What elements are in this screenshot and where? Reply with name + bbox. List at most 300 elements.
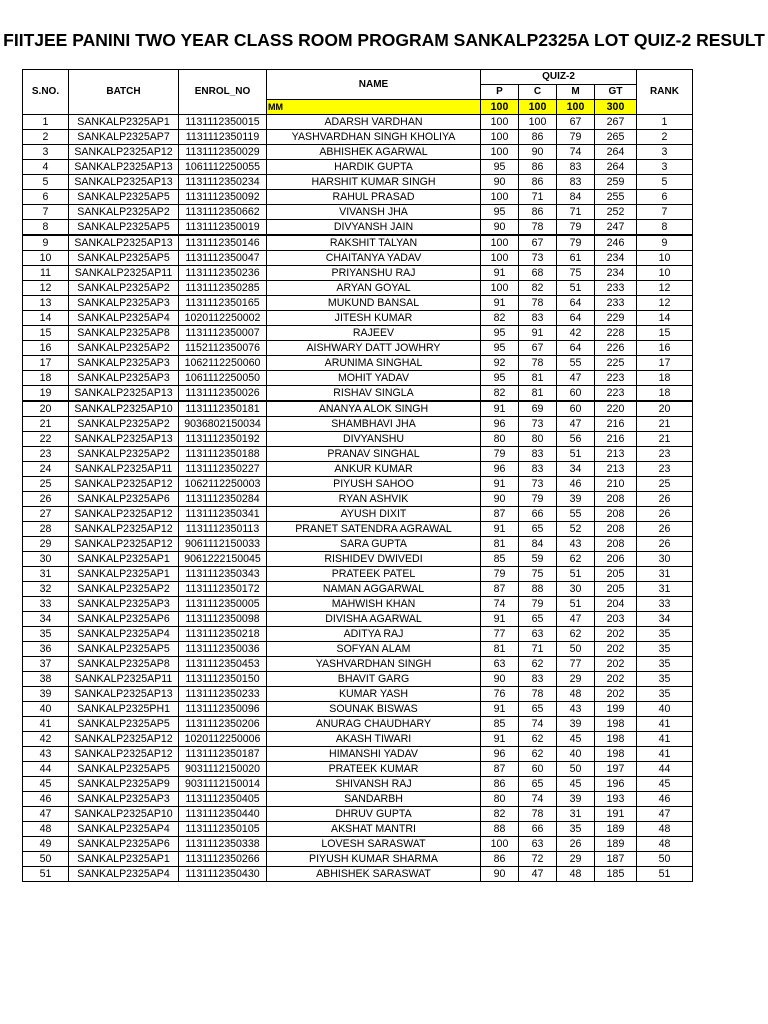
cell-gt: 246 (595, 235, 637, 251)
cell-c: 72 (519, 852, 557, 867)
cell-sno: 47 (23, 807, 69, 822)
cell-gt: 267 (595, 115, 637, 130)
cell-p: 95 (481, 341, 519, 356)
cell-p: 85 (481, 552, 519, 567)
cell-m: 77 (557, 657, 595, 672)
table-row (23, 190, 693, 205)
cell-c: 66 (519, 507, 557, 522)
table-row (23, 447, 693, 462)
cell-rank: 26 (637, 522, 693, 537)
cell-sno: 33 (23, 597, 69, 612)
cell-batch: SANKALP2325AP7 (69, 130, 179, 145)
cell-name: ADITYA RAJ (267, 627, 481, 642)
table-row (23, 762, 693, 777)
cell-batch: SANKALP2325AP8 (69, 326, 179, 341)
cell-rank: 25 (637, 477, 693, 492)
cell-enrol: 1131112350092 (179, 190, 267, 205)
table-row (23, 235, 693, 251)
cell-p: 91 (481, 732, 519, 747)
cell-name: ARYAN GOYAL (267, 281, 481, 296)
cell-sno: 6 (23, 190, 69, 205)
cell-rank: 31 (637, 567, 693, 582)
cell-c: 78 (519, 687, 557, 702)
col-header-batch: BATCH (69, 70, 179, 115)
cell-gt: 196 (595, 777, 637, 792)
cell-p: 95 (481, 205, 519, 220)
cell-c: 67 (519, 235, 557, 251)
cell-m: 39 (557, 717, 595, 732)
cell-name: HARDIK GUPTA (267, 160, 481, 175)
cell-enrol: 9061112150033 (179, 537, 267, 552)
cell-batch: SANKALP2325AP3 (69, 597, 179, 612)
cell-gt: 202 (595, 672, 637, 687)
cell-enrol: 9031112150014 (179, 777, 267, 792)
cell-sno: 40 (23, 702, 69, 717)
cell-m: 48 (557, 687, 595, 702)
cell-c: 65 (519, 612, 557, 627)
cell-m: 43 (557, 702, 595, 717)
cell-c: 86 (519, 130, 557, 145)
cell-p: 91 (481, 401, 519, 417)
cell-c: 65 (519, 777, 557, 792)
cell-c: 71 (519, 190, 557, 205)
cell-p: 95 (481, 326, 519, 341)
cell-p: 100 (481, 130, 519, 145)
cell-c: 66 (519, 822, 557, 837)
cell-name: AISHWARY DATT JOWHRY (267, 341, 481, 356)
cell-c: 83 (519, 447, 557, 462)
table-row (23, 220, 693, 236)
table-row (23, 822, 693, 837)
cell-batch: SANKALP2325AP13 (69, 235, 179, 251)
cell-enrol: 1131112350206 (179, 717, 267, 732)
table-row (23, 251, 693, 266)
cell-c: 82 (519, 281, 557, 296)
cell-p: 96 (481, 747, 519, 762)
cell-gt: 225 (595, 356, 637, 371)
cell-p: 100 (481, 235, 519, 251)
cell-rank: 12 (637, 296, 693, 311)
cell-enrol: 1131112350096 (179, 702, 267, 717)
cell-enrol: 1131112350187 (179, 747, 267, 762)
cell-sno: 15 (23, 326, 69, 341)
cell-name: PRATEEK PATEL (267, 567, 481, 582)
table-row (23, 837, 693, 852)
cell-m: 84 (557, 190, 595, 205)
cell-sno: 25 (23, 477, 69, 492)
cell-sno: 30 (23, 552, 69, 567)
cell-p: 90 (481, 175, 519, 190)
cell-p: 81 (481, 537, 519, 552)
cell-batch: SANKALP2325AP6 (69, 492, 179, 507)
cell-gt: 208 (595, 492, 637, 507)
cell-enrol: 1131112350341 (179, 507, 267, 522)
cell-sno: 9 (23, 235, 69, 251)
cell-p: 82 (481, 386, 519, 402)
cell-name: PIYUSH KUMAR SHARMA (267, 852, 481, 867)
cell-sno: 19 (23, 386, 69, 402)
cell-c: 74 (519, 792, 557, 807)
cell-batch: SANKALP2325AP12 (69, 145, 179, 160)
cell-name: DIVISHA AGARWAL (267, 612, 481, 627)
cell-enrol: 1131112350165 (179, 296, 267, 311)
cell-rank: 14 (637, 311, 693, 326)
cell-enrol: 1152112350076 (179, 341, 267, 356)
cell-m: 67 (557, 115, 595, 130)
cell-rank: 50 (637, 852, 693, 867)
cell-gt: 259 (595, 175, 637, 190)
cell-sno: 23 (23, 447, 69, 462)
cell-rank: 47 (637, 807, 693, 822)
cell-sno: 48 (23, 822, 69, 837)
cell-c: 86 (519, 160, 557, 175)
cell-p: 63 (481, 657, 519, 672)
cell-gt: 202 (595, 642, 637, 657)
table-row (23, 612, 693, 627)
cell-c: 60 (519, 762, 557, 777)
cell-name: PRANAV SINGHAL (267, 447, 481, 462)
cell-name: DIVYANSHU (267, 432, 481, 447)
cell-m: 60 (557, 401, 595, 417)
cell-gt: 198 (595, 717, 637, 732)
table-row (23, 702, 693, 717)
cell-p: 90 (481, 867, 519, 882)
cell-name: SANDARBH (267, 792, 481, 807)
cell-m: 61 (557, 251, 595, 266)
cell-sno: 10 (23, 251, 69, 266)
cell-rank: 26 (637, 492, 693, 507)
cell-c: 83 (519, 672, 557, 687)
cell-rank: 35 (637, 672, 693, 687)
cell-gt: 255 (595, 190, 637, 205)
table-row (23, 687, 693, 702)
table-row (23, 296, 693, 311)
cell-batch: SANKALP2325AP13 (69, 160, 179, 175)
cell-batch: SANKALP2325AP13 (69, 175, 179, 190)
cell-p: 77 (481, 627, 519, 642)
max-marks-gt: 300 (595, 100, 637, 115)
table-row (23, 747, 693, 762)
cell-m: 62 (557, 627, 595, 642)
cell-sno: 51 (23, 867, 69, 882)
cell-rank: 26 (637, 507, 693, 522)
cell-enrol: 1131112350338 (179, 837, 267, 852)
cell-name: YASHVARDHAN SINGH (267, 657, 481, 672)
cell-p: 87 (481, 507, 519, 522)
cell-batch: SANKALP2325AP9 (69, 777, 179, 792)
cell-rank: 34 (637, 612, 693, 627)
cell-batch: SANKALP2325AP1 (69, 552, 179, 567)
cell-c: 78 (519, 807, 557, 822)
cell-name: AKSHAT MANTRI (267, 822, 481, 837)
cell-sno: 7 (23, 205, 69, 220)
cell-name: SHIVANSH RAJ (267, 777, 481, 792)
cell-p: 90 (481, 492, 519, 507)
cell-p: 91 (481, 702, 519, 717)
cell-p: 87 (481, 582, 519, 597)
cell-enrol: 1131112350019 (179, 220, 267, 236)
cell-batch: SANKALP2325AP12 (69, 522, 179, 537)
cell-batch: SANKALP2325AP4 (69, 822, 179, 837)
cell-gt: 226 (595, 341, 637, 356)
cell-enrol: 1131112350181 (179, 401, 267, 417)
cell-batch: SANKALP2325AP3 (69, 356, 179, 371)
cell-p: 81 (481, 642, 519, 657)
cell-rank: 7 (637, 205, 693, 220)
cell-name: CHAITANYA YADAV (267, 251, 481, 266)
col-header-m: M (557, 85, 595, 100)
cell-gt: 205 (595, 567, 637, 582)
cell-gt: 223 (595, 386, 637, 402)
cell-rank: 41 (637, 717, 693, 732)
cell-enrol: 1131112350188 (179, 447, 267, 462)
cell-gt: 208 (595, 507, 637, 522)
cell-rank: 21 (637, 432, 693, 447)
cell-m: 43 (557, 537, 595, 552)
cell-batch: SANKALP2325AP1 (69, 115, 179, 130)
cell-enrol: 1131112350234 (179, 175, 267, 190)
cell-batch: SANKALP2325AP12 (69, 477, 179, 492)
cell-rank: 48 (637, 837, 693, 852)
cell-enrol: 1131112350285 (179, 281, 267, 296)
cell-sno: 36 (23, 642, 69, 657)
cell-enrol: 1131112350343 (179, 567, 267, 582)
cell-name: RISHIDEV DWIVEDI (267, 552, 481, 567)
cell-enrol: 1131112350453 (179, 657, 267, 672)
table-row (23, 807, 693, 822)
cell-p: 79 (481, 447, 519, 462)
table-row (23, 672, 693, 687)
table-row (23, 326, 693, 341)
cell-c: 68 (519, 266, 557, 281)
table-row (23, 266, 693, 281)
cell-name: RAJEEV (267, 326, 481, 341)
cell-gt: 228 (595, 326, 637, 341)
cell-p: 76 (481, 687, 519, 702)
col-header-quiz: QUIZ-2 (481, 70, 637, 85)
cell-m: 42 (557, 326, 595, 341)
cell-name: LOVESH SARASWAT (267, 837, 481, 852)
cell-p: 90 (481, 220, 519, 236)
cell-rank: 10 (637, 266, 693, 281)
cell-c: 78 (519, 220, 557, 236)
cell-sno: 45 (23, 777, 69, 792)
cell-name: ABHISHEK AGARWAL (267, 145, 481, 160)
cell-gt: 197 (595, 762, 637, 777)
cell-sno: 37 (23, 657, 69, 672)
table-row (23, 657, 693, 672)
cell-enrol: 1131112350236 (179, 266, 267, 281)
cell-p: 100 (481, 145, 519, 160)
cell-name: AYUSH DIXIT (267, 507, 481, 522)
cell-name: ADARSH VARDHAN (267, 115, 481, 130)
cell-rank: 21 (637, 417, 693, 432)
cell-m: 79 (557, 130, 595, 145)
cell-batch: SANKALP2325AP10 (69, 807, 179, 822)
table-row (23, 175, 693, 190)
table-row (23, 145, 693, 160)
cell-batch: SANKALP2325AP12 (69, 732, 179, 747)
cell-batch: SANKALP2325AP12 (69, 537, 179, 552)
cell-c: 83 (519, 311, 557, 326)
cell-m: 51 (557, 567, 595, 582)
cell-c: 62 (519, 657, 557, 672)
cell-c: 65 (519, 702, 557, 717)
cell-rank: 10 (637, 251, 693, 266)
cell-c: 71 (519, 642, 557, 657)
cell-enrol: 9061222150045 (179, 552, 267, 567)
cell-name: KUMAR YASH (267, 687, 481, 702)
cell-sno: 21 (23, 417, 69, 432)
cell-name: MUKUND BANSAL (267, 296, 481, 311)
cell-batch: SANKALP2325AP2 (69, 447, 179, 462)
cell-enrol: 1131112350005 (179, 597, 267, 612)
cell-rank: 35 (637, 657, 693, 672)
max-marks-p: 100 (481, 100, 519, 115)
cell-rank: 26 (637, 537, 693, 552)
cell-sno: 8 (23, 220, 69, 236)
cell-sno: 26 (23, 492, 69, 507)
cell-p: 86 (481, 852, 519, 867)
cell-name: YASHVARDHAN SINGH KHOLIYA (267, 130, 481, 145)
cell-sno: 28 (23, 522, 69, 537)
cell-enrol: 1131112350150 (179, 672, 267, 687)
cell-m: 83 (557, 160, 595, 175)
cell-m: 35 (557, 822, 595, 837)
cell-batch: SANKALP2325AP1 (69, 567, 179, 582)
cell-enrol: 1131112350405 (179, 792, 267, 807)
cell-m: 79 (557, 235, 595, 251)
cell-m: 52 (557, 522, 595, 537)
cell-name: RAHUL PRASAD (267, 190, 481, 205)
cell-sno: 31 (23, 567, 69, 582)
cell-rank: 41 (637, 747, 693, 762)
cell-name: NAMAN AGGARWAL (267, 582, 481, 597)
cell-name: MOHIT YADAV (267, 371, 481, 386)
cell-c: 63 (519, 627, 557, 642)
cell-c: 84 (519, 537, 557, 552)
cell-rank: 41 (637, 732, 693, 747)
cell-sno: 3 (23, 145, 69, 160)
result-rows (23, 115, 693, 882)
cell-batch: SANKALP2325AP4 (69, 311, 179, 326)
table-row (23, 597, 693, 612)
cell-batch: SANKALP2325AP13 (69, 432, 179, 447)
cell-sno: 14 (23, 311, 69, 326)
cell-enrol: 1131112350192 (179, 432, 267, 447)
cell-enrol: 1062112250003 (179, 477, 267, 492)
cell-rank: 20 (637, 401, 693, 417)
table-row (23, 582, 693, 597)
cell-gt: 233 (595, 281, 637, 296)
cell-batch: SANKALP2325AP8 (69, 657, 179, 672)
table-row (23, 507, 693, 522)
cell-rank: 6 (637, 190, 693, 205)
cell-enrol: 1131112350098 (179, 612, 267, 627)
cell-p: 95 (481, 160, 519, 175)
cell-rank: 3 (637, 160, 693, 175)
cell-c: 59 (519, 552, 557, 567)
table-row (23, 432, 693, 447)
cell-gt: 185 (595, 867, 637, 882)
cell-m: 56 (557, 432, 595, 447)
cell-name: PRATEEK KUMAR (267, 762, 481, 777)
cell-sno: 12 (23, 281, 69, 296)
cell-p: 79 (481, 567, 519, 582)
cell-gt: 223 (595, 371, 637, 386)
col-header-c: C (519, 85, 557, 100)
cell-p: 88 (481, 822, 519, 837)
cell-m: 45 (557, 777, 595, 792)
cell-m: 45 (557, 732, 595, 747)
cell-p: 91 (481, 477, 519, 492)
cell-p: 100 (481, 115, 519, 130)
cell-m: 51 (557, 597, 595, 612)
cell-m: 62 (557, 552, 595, 567)
cell-enrol: 1131112350233 (179, 687, 267, 702)
cell-m: 47 (557, 371, 595, 386)
cell-gt: 264 (595, 145, 637, 160)
cell-p: 91 (481, 612, 519, 627)
cell-rank: 12 (637, 281, 693, 296)
cell-sno: 20 (23, 401, 69, 417)
cell-name: ANKUR KUMAR (267, 462, 481, 477)
cell-m: 47 (557, 612, 595, 627)
cell-name: ABHISHEK SARASWAT (267, 867, 481, 882)
col-header-sno: S.NO. (23, 70, 69, 115)
cell-gt: 234 (595, 251, 637, 266)
cell-rank: 1 (637, 115, 693, 130)
cell-c: 90 (519, 145, 557, 160)
cell-c: 78 (519, 296, 557, 311)
cell-gt: 264 (595, 160, 637, 175)
cell-p: 96 (481, 417, 519, 432)
cell-name: SOUNAK BISWAS (267, 702, 481, 717)
table-row (23, 642, 693, 657)
cell-rank: 8 (637, 220, 693, 236)
cell-rank: 44 (637, 762, 693, 777)
cell-name: MAHWISH KHAN (267, 597, 481, 612)
cell-p: 80 (481, 432, 519, 447)
table-row (23, 462, 693, 477)
cell-batch: SANKALP2325AP13 (69, 386, 179, 402)
page-title: FIITJEE PANINI TWO YEAR CLASS ROOM PROGRAM SANKALP2325A LOT QUIZ-2 RESULT (3, 30, 765, 50)
cell-p: 82 (481, 311, 519, 326)
cell-p: 91 (481, 266, 519, 281)
cell-gt: 208 (595, 537, 637, 552)
cell-gt: 202 (595, 657, 637, 672)
cell-gt: 199 (595, 702, 637, 717)
cell-c: 78 (519, 356, 557, 371)
cell-c: 79 (519, 492, 557, 507)
cell-name: ANURAG CHAUDHARY (267, 717, 481, 732)
cell-p: 80 (481, 792, 519, 807)
cell-rank: 33 (637, 597, 693, 612)
table-row (23, 537, 693, 552)
cell-sno: 32 (23, 582, 69, 597)
table-row (23, 311, 693, 326)
cell-name: ANANYA ALOK SINGH (267, 401, 481, 417)
cell-batch: SANKALP2325PH1 (69, 702, 179, 717)
col-header-gt: GT (595, 85, 637, 100)
cell-name: HARSHIT KUMAR SINGH (267, 175, 481, 190)
cell-m: 75 (557, 266, 595, 281)
max-marks-m: 100 (557, 100, 595, 115)
cell-p: 100 (481, 251, 519, 266)
cell-p: 91 (481, 296, 519, 311)
cell-sno: 49 (23, 837, 69, 852)
cell-sno: 29 (23, 537, 69, 552)
